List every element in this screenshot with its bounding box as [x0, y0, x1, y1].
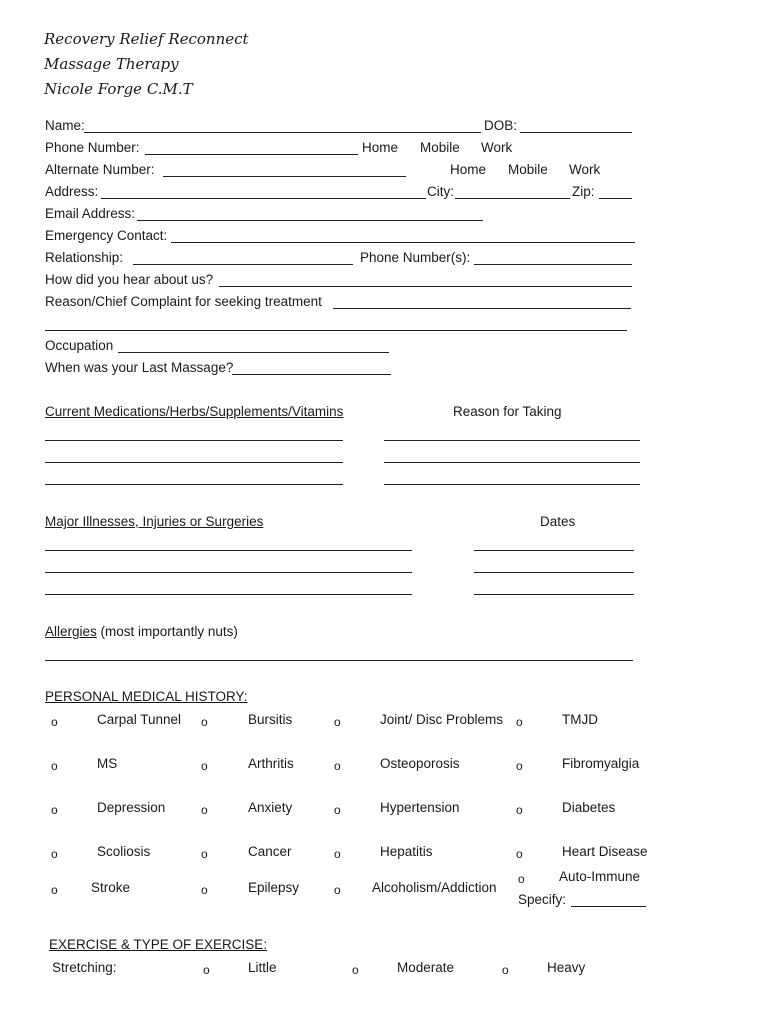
- dob-field[interactable]: [520, 132, 632, 133]
- medication-reason-line[interactable]: [384, 462, 640, 463]
- illness-date-line[interactable]: [474, 572, 634, 573]
- dob-label: DOB:: [484, 118, 518, 133]
- condition-hepatitis: Hepatitis: [380, 844, 433, 859]
- checkbox-auto-immune[interactable]: o: [518, 872, 525, 886]
- allergies-heading-group: [45, 624, 238, 639]
- zip-label: Zip:: [572, 184, 595, 199]
- illness-line[interactable]: [45, 594, 412, 595]
- emergency-field[interactable]: [171, 242, 635, 243]
- phone-label: Phone Number:: [45, 140, 140, 155]
- condition-hypertension: Hypertension: [380, 800, 460, 815]
- medical-history-heading: PERSONAL MEDICAL HISTORY:: [45, 689, 248, 704]
- checkbox-stroke[interactable]: o: [51, 883, 58, 897]
- checkbox-fibromyalgia[interactable]: o: [516, 759, 523, 773]
- illness-date-line[interactable]: [474, 594, 634, 595]
- address-field[interactable]: [101, 198, 426, 199]
- checkbox-hypertension[interactable]: o: [334, 803, 341, 817]
- allergies-heading: Allergies: [45, 624, 97, 639]
- name-field[interactable]: [84, 132, 481, 133]
- checkbox-depression[interactable]: o: [51, 803, 58, 817]
- email-field[interactable]: [137, 220, 483, 221]
- phone-type-mobile[interactable]: Mobile: [420, 140, 460, 155]
- specify-label: Specify:: [518, 892, 567, 907]
- address-label: Address:: [45, 184, 99, 199]
- checkbox-scoliosis[interactable]: o: [51, 847, 58, 861]
- city-field[interactable]: [455, 198, 570, 199]
- checkbox-heart-disease[interactable]: o: [516, 847, 523, 861]
- alt-phone-label: Alternate Number:: [45, 162, 155, 177]
- level-little: Little: [248, 960, 277, 975]
- checkbox-carpal-tunnel[interactable]: o: [51, 715, 58, 729]
- condition-alcoholism: Alcoholism/Addiction: [372, 880, 497, 895]
- email-label: Email Address:: [45, 206, 136, 221]
- condition-arthritis: Arthritis: [248, 756, 294, 771]
- emergency-label: Emergency Contact:: [45, 228, 168, 243]
- checkbox-anxiety[interactable]: o: [201, 803, 208, 817]
- condition-heart-disease: Heart Disease: [562, 844, 648, 859]
- last-massage-label: When was your Last Massage?: [45, 360, 234, 375]
- medication-reason-line[interactable]: [384, 440, 640, 441]
- medication-line[interactable]: [45, 440, 343, 441]
- checkbox-cancer[interactable]: o: [201, 847, 208, 861]
- level-heavy: Heavy: [547, 960, 586, 975]
- condition-epilepsy: Epilepsy: [248, 880, 300, 895]
- checkbox-heavy[interactable]: o: [502, 963, 509, 977]
- therapist-name: Nicole Forge C.M.T: [44, 80, 193, 98]
- checkbox-arthritis[interactable]: o: [201, 759, 208, 773]
- alt-type-home[interactable]: Home: [450, 162, 487, 177]
- checkbox-diabetes[interactable]: o: [516, 803, 523, 817]
- specify-field[interactable]: [571, 906, 646, 907]
- practice-name: Recovery Relief Reconnect: [44, 30, 249, 48]
- checkbox-ms[interactable]: o: [51, 759, 58, 773]
- illnesses-heading: Major Illnesses, Injuries or Surgeries: [45, 514, 264, 529]
- alt-phone-field[interactable]: [163, 176, 406, 177]
- checkbox-osteoporosis[interactable]: o: [334, 759, 341, 773]
- condition-fibromyalgia: Fibromyalgia: [562, 756, 640, 771]
- condition-stroke: Stroke: [91, 880, 131, 895]
- checkbox-epilepsy[interactable]: o: [201, 883, 208, 897]
- reason-for-taking-heading: Reason for Taking: [453, 404, 562, 419]
- condition-diabetes: Diabetes: [562, 800, 616, 815]
- checkbox-joint-disc[interactable]: o: [334, 715, 341, 729]
- alt-type-work[interactable]: Work: [569, 162, 601, 177]
- phone-type-home[interactable]: Home: [362, 140, 399, 155]
- allergies-note: (most importantly nuts): [100, 624, 238, 639]
- illness-date-line[interactable]: [474, 550, 634, 551]
- condition-scoliosis: Scoliosis: [97, 844, 151, 859]
- illness-line[interactable]: [45, 572, 412, 573]
- allergies-field[interactable]: [45, 660, 633, 661]
- checkbox-little[interactable]: o: [203, 963, 210, 977]
- stretching-label: Stretching:: [52, 960, 117, 975]
- checkbox-alcoholism[interactable]: o: [334, 883, 341, 897]
- condition-joint-disc: Joint/ Disc Problems: [380, 712, 504, 727]
- phone-field[interactable]: [145, 154, 358, 155]
- name-label: Name:: [45, 118, 85, 133]
- condition-tmjd: TMJD: [562, 712, 598, 727]
- checkbox-hepatitis[interactable]: o: [334, 847, 341, 861]
- relationship-field[interactable]: [133, 264, 353, 265]
- exercise-heading: EXERCISE & TYPE OF EXERCISE:: [49, 937, 268, 952]
- reason-field-continued[interactable]: [45, 330, 627, 331]
- phone-numbers-field[interactable]: [474, 264, 632, 265]
- condition-auto-immune: Auto-Immune: [559, 869, 641, 884]
- alt-type-mobile[interactable]: Mobile: [508, 162, 548, 177]
- checkbox-bursitis[interactable]: o: [201, 715, 208, 729]
- dates-heading: Dates: [540, 514, 576, 529]
- condition-carpal-tunnel: Carpal Tunnel: [97, 712, 182, 727]
- reason-field[interactable]: [333, 308, 631, 309]
- checkbox-tmjd[interactable]: o: [516, 715, 523, 729]
- condition-anxiety: Anxiety: [248, 800, 293, 815]
- medication-reason-line[interactable]: [384, 484, 640, 485]
- hear-about-field[interactable]: [219, 286, 632, 287]
- checkbox-moderate[interactable]: o: [352, 963, 359, 977]
- reason-label: Reason/Chief Complaint for seeking treatment: [45, 294, 322, 309]
- medication-line[interactable]: [45, 484, 343, 485]
- medications-heading: Current Medications/Herbs/Supplements/Vitamins: [45, 404, 344, 419]
- last-massage-field[interactable]: [232, 374, 391, 375]
- hear-about-label: How did you hear about us?: [45, 272, 214, 287]
- condition-osteoporosis: Osteoporosis: [380, 756, 460, 771]
- condition-depression: Depression: [97, 800, 166, 815]
- level-moderate: Moderate: [397, 960, 455, 975]
- medication-line[interactable]: [45, 462, 343, 463]
- condition-ms: MS: [97, 756, 118, 771]
- relationship-label: Relationship:: [45, 250, 124, 265]
- condition-bursitis: Bursitis: [248, 712, 293, 727]
- condition-cancer: Cancer: [248, 844, 292, 859]
- illness-line[interactable]: [45, 550, 412, 551]
- phone-type-work[interactable]: Work: [481, 140, 513, 155]
- occupation-field[interactable]: [118, 352, 389, 353]
- phone-numbers-label: Phone Number(s):: [360, 250, 471, 265]
- city-label: City:: [427, 184, 454, 199]
- occupation-label: Occupation: [45, 338, 114, 353]
- zip-field[interactable]: [599, 198, 632, 199]
- practice-subtitle: Massage Therapy: [44, 55, 179, 73]
